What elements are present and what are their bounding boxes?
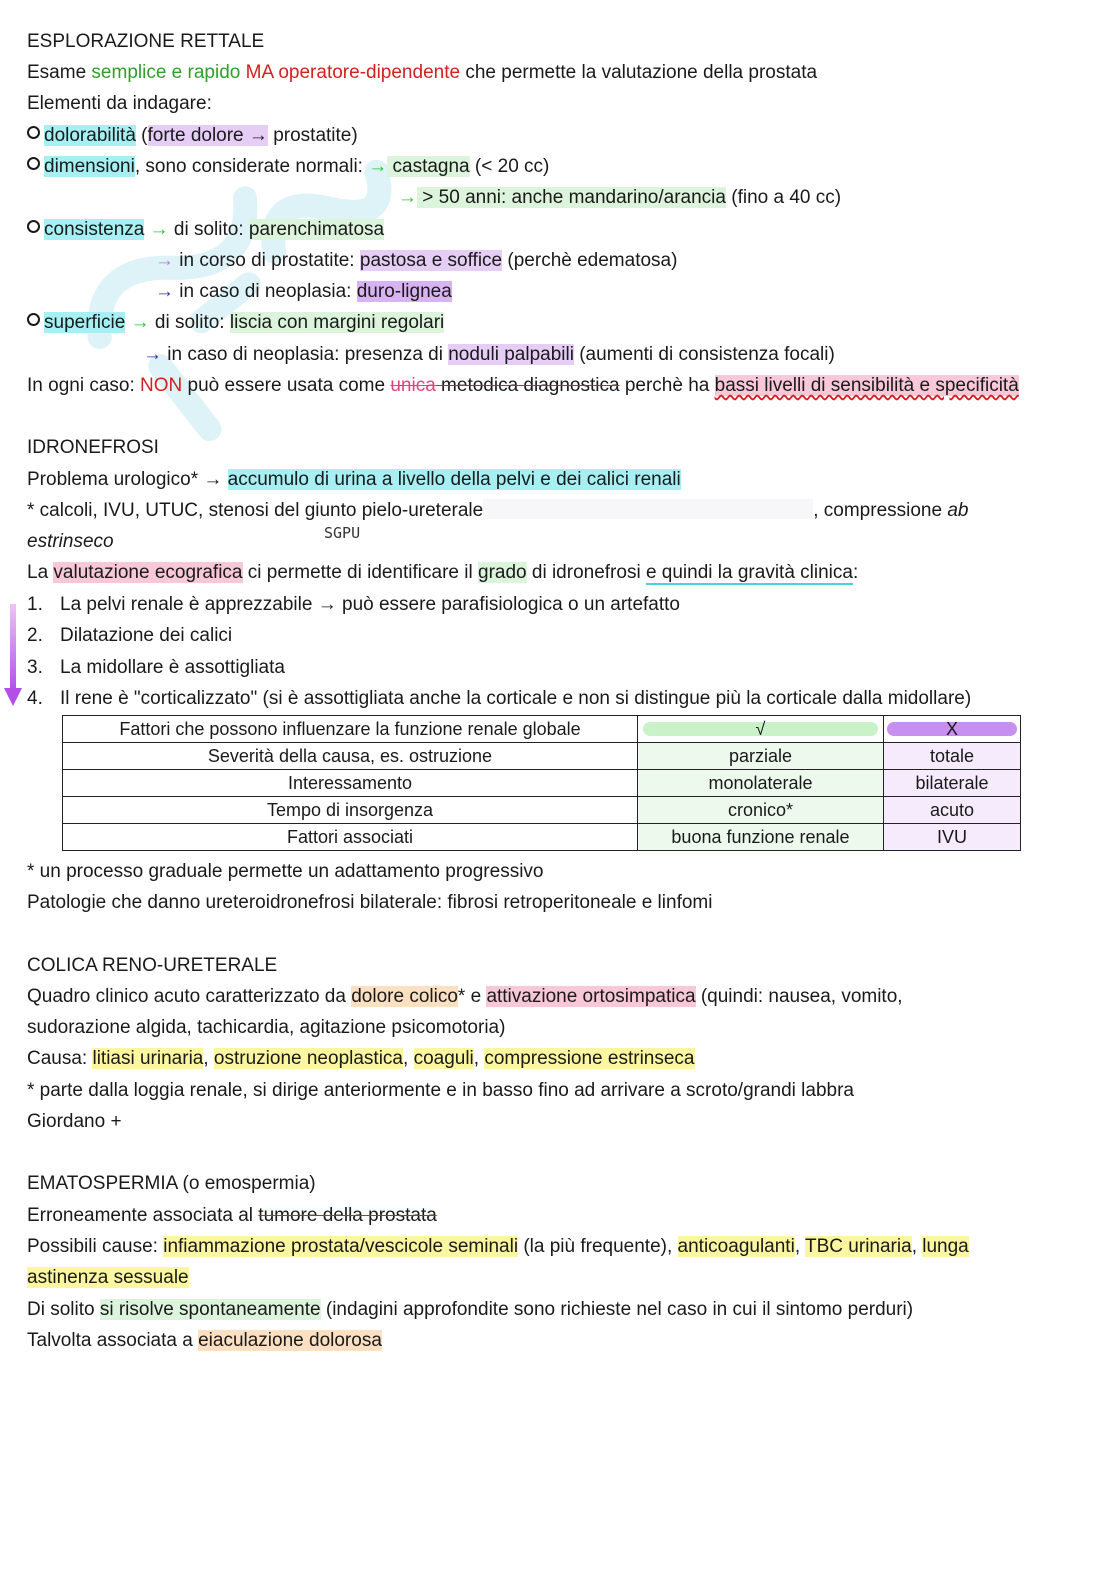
bullet-dolorabilita: dolorabilità (forte dolore → prostatite) xyxy=(27,124,358,148)
colica-line-1: Quadro clinico acuto caratterizzato da dolore colico* e attivazione ortosimpatica (quindi: nausea, vomito, xyxy=(27,986,903,1007)
table-row: Fattori associati buona funzione renale IVU xyxy=(63,824,1021,851)
grade-item-4: 4. Il rene è "corticalizzato" (si è assottigliata anche la corticale e non si distingue più la corticale dalla midollare) xyxy=(27,688,972,709)
arrow-right-icon: → xyxy=(368,156,388,177)
circle-bullet-icon xyxy=(27,220,40,233)
arrow-right-icon: → xyxy=(149,219,169,240)
superficie-neoplasia: → in caso di neoplasia: presenza di noduli palpabili (aumenti di consistenza focali) xyxy=(143,344,835,365)
cross-icon: X xyxy=(887,722,1017,736)
ematospermia-line-1: Erroneamente associata al tumore della prostata xyxy=(27,1205,437,1226)
section-title-colica: COLICA RENO-URETERALE xyxy=(27,955,278,976)
consistenza-neoplasia: → in caso di neoplasia: duro-lignea xyxy=(155,281,452,302)
table-header-cell xyxy=(884,716,1021,743)
bullet-consistenza: consistenza → di solito: parenchimatosa xyxy=(27,218,384,242)
bullet-dimensioni: dimensioni, sono considerate normali: → castagna (< 20 cc) xyxy=(27,155,549,179)
rettale-conclusion: In ogni caso: NON può essere usata come unica metodica diagnostica perchè ha bassi livelli di sensibilità e specificità xyxy=(27,375,1019,396)
dimensioni-over50: → > 50 anni: anche mandarino/arancia (fino a 40 cc) xyxy=(398,187,842,208)
arrow-right-icon: → xyxy=(143,344,162,365)
table-row: Tempo di insorgenza cronico* acuto xyxy=(63,797,1021,824)
idronefrosi-problem: Problema urologico* → accumulo di urina a livello della pelvi e dei calici renali xyxy=(27,469,681,490)
rettale-intro: Esame semplice e rapido MA operatore-dipendente che permette la valutazione della prostata xyxy=(27,62,818,83)
table-header-row xyxy=(63,716,1021,743)
arrow-right-icon: → xyxy=(130,312,150,333)
colica-line-2: sudorazione algida, tachicardia, agitazione psicomotoria) xyxy=(27,1017,506,1038)
handwritten-note: SGPU xyxy=(324,524,361,542)
ematospermia-line-5: Talvolta associata a eiaculazione dolorosa xyxy=(27,1330,382,1351)
table-header-cell: Fattori che possono influenzare la funzione renale globale xyxy=(63,716,638,743)
blurred-region xyxy=(483,499,813,519)
section-title-ematospermia: EMATOSPERMIA (o emospermia) xyxy=(27,1173,316,1194)
idronefrosi-causes: * calcoli, IVU, UTUC, stenosi del giunto pielo-ureterale , compressione ab xyxy=(27,500,969,521)
bullet-superficie: superficie → di solito: liscia con margini regolari xyxy=(27,311,444,335)
circle-bullet-icon xyxy=(27,157,40,170)
table-row: Interessamento monolaterale bilaterale xyxy=(63,770,1021,797)
section-title-idronefrosi: IDRONEFROSI xyxy=(27,437,159,458)
table-header-cell xyxy=(638,716,884,743)
arrow-right-icon: → xyxy=(155,250,174,271)
ematospermia-causes: Possibili cause: infiammazione prostata/vescicole seminali (la più frequente), anticoagulanti, TBC urinaria, lunga xyxy=(27,1236,969,1257)
ematospermia-line-4: Di solito si risolve spontaneamente (indagini approfondite sono richieste nel caso in cui il sintomo perduri) xyxy=(27,1299,914,1320)
table-row: Severità della causa, es. ostruzione parziale totale xyxy=(63,743,1021,770)
colica-causes: Causa: litiasi urinaria, ostruzione neoplastica, coaguli, compressione estrinseca xyxy=(27,1048,695,1069)
check-icon: √ xyxy=(643,722,878,736)
circle-bullet-icon xyxy=(27,126,40,139)
section-title-rettale: ESPLORAZIONE RETTALE xyxy=(27,31,265,52)
gradient-arrow-icon xyxy=(4,604,22,708)
idronefrosi-eval: La valutazione ecografica ci permette di identificare il grado di idronefrosi e quindi la gravità clinica: xyxy=(27,562,859,583)
patologie-line: Patologie che danno ureteroidronefrosi bilaterale: fibrosi retroperitoneale e linfomi xyxy=(27,892,713,913)
arrow-right-icon: → xyxy=(398,187,417,208)
consistenza-prostatite: → in corso di prostatite: pastosa e soffice (perchè edematosa) xyxy=(155,250,678,271)
grade-item-1: 1. La pelvi renale è apprezzabile → può essere parafisiologica o un artefatto xyxy=(27,594,680,615)
colica-giordano: Giordano + xyxy=(27,1111,122,1132)
circle-bullet-icon xyxy=(27,313,40,326)
arrow-right-icon: → xyxy=(155,281,174,302)
table-footnote: * un processo graduale permette un adattamento progressivo xyxy=(27,861,544,882)
factors-table xyxy=(62,715,1021,851)
ematospermia-causes-cont: astinenza sessuale xyxy=(27,1267,189,1288)
grade-item-2: 2. Dilatazione dei calici xyxy=(27,625,233,646)
elements-label: Elementi da indagare: xyxy=(27,93,212,114)
colica-footnote: * parte dalla loggia renale, si dirige anteriormente e in basso fino ad arrivare a scroto/grandi labbra xyxy=(27,1080,854,1101)
grade-item-3: 3. La midollare è assottigliata xyxy=(27,657,285,678)
idronefrosi-causes-cont: estrinseco xyxy=(27,531,114,552)
